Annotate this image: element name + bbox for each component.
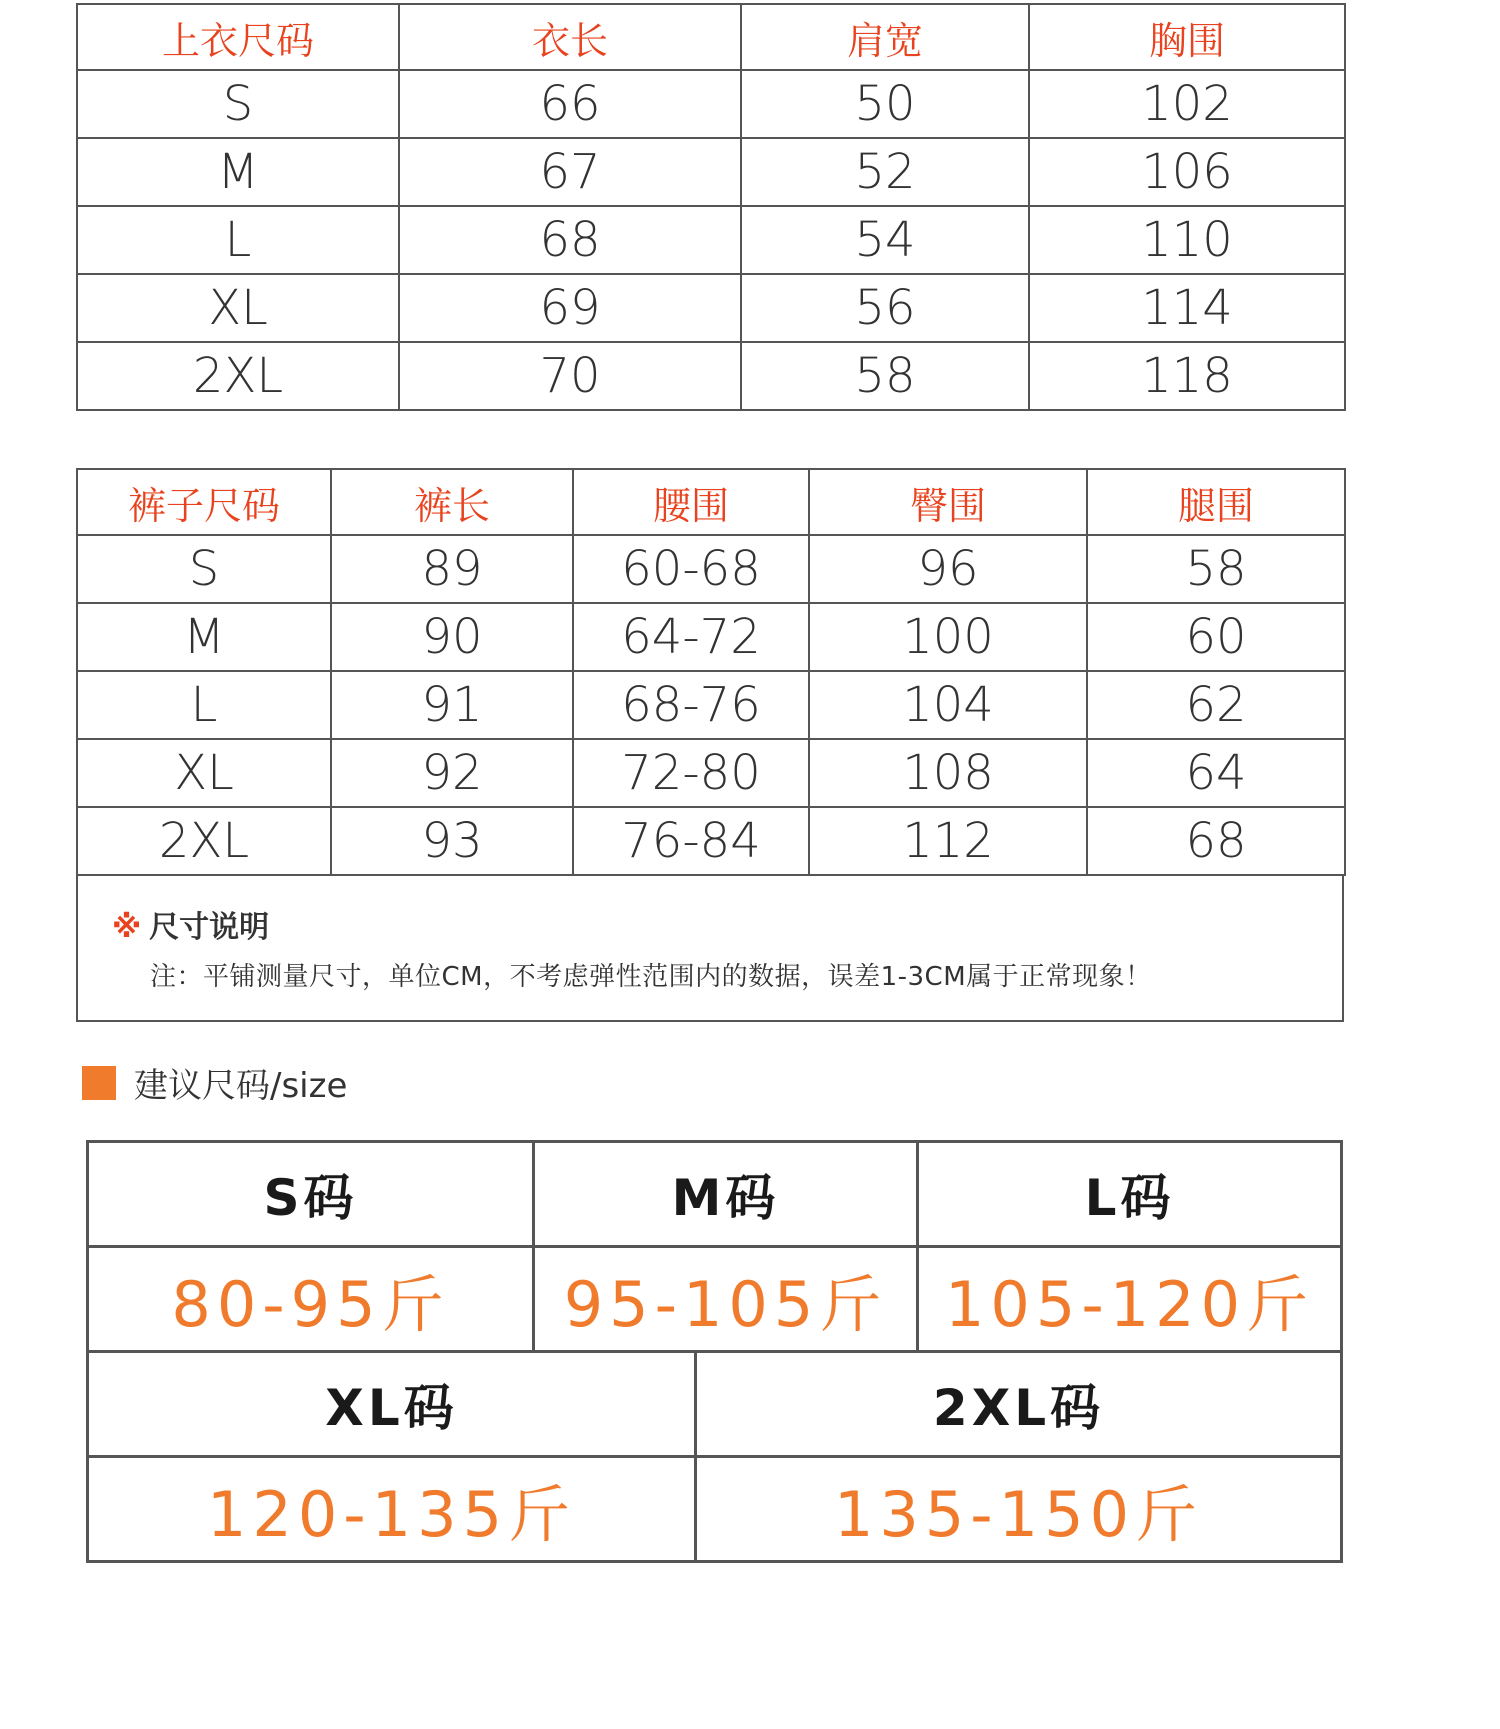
table-cell: 89 bbox=[331, 535, 573, 603]
table-cell: S bbox=[77, 70, 399, 138]
pants-size-table bbox=[76, 468, 1346, 876]
top-size-table bbox=[76, 3, 1346, 411]
table-cell: S bbox=[77, 535, 331, 603]
header-cell: 裤子尺码 bbox=[77, 469, 331, 535]
table-header-row bbox=[77, 4, 1345, 70]
table-cell: 68 bbox=[399, 206, 741, 274]
table-row bbox=[77, 138, 1345, 206]
table-row bbox=[77, 342, 1345, 410]
weight-cell: 105-120斤 bbox=[918, 1247, 1342, 1352]
table-row bbox=[77, 603, 1345, 671]
table-cell: 100 bbox=[809, 603, 1087, 671]
table-cell: 60-68 bbox=[573, 535, 809, 603]
weight-cell: 80-95斤 bbox=[88, 1247, 534, 1352]
table-cell: 64 bbox=[1087, 739, 1345, 807]
table-cell: 104 bbox=[809, 671, 1087, 739]
table-cell: 68-76 bbox=[573, 671, 809, 739]
note-title bbox=[112, 902, 269, 946]
size-label-cell: S码 bbox=[88, 1142, 534, 1247]
weight-row bbox=[88, 1247, 1342, 1352]
table-cell: 96 bbox=[809, 535, 1087, 603]
header-cell: 衣长 bbox=[399, 4, 741, 70]
table-cell: 56 bbox=[741, 274, 1029, 342]
note-title-text: 尺寸说明 bbox=[149, 910, 270, 945]
weight-row bbox=[88, 1457, 1342, 1562]
table-row bbox=[77, 739, 1345, 807]
table-cell: L bbox=[77, 671, 331, 739]
suggest-size-table bbox=[86, 1140, 1343, 1563]
size-label-row bbox=[88, 1142, 1342, 1247]
table-cell: 91 bbox=[331, 671, 573, 739]
header-cell: 腿围 bbox=[1087, 469, 1345, 535]
table-cell: 92 bbox=[331, 739, 573, 807]
size-label-cell: L码 bbox=[918, 1142, 1342, 1247]
table-row bbox=[77, 274, 1345, 342]
table-cell: 62 bbox=[1087, 671, 1345, 739]
weight-cell: 135-150斤 bbox=[696, 1457, 1342, 1562]
table-cell: 90 bbox=[331, 603, 573, 671]
table-cell: XL bbox=[77, 274, 399, 342]
size-label-cell: M码 bbox=[534, 1142, 918, 1247]
table-header-row bbox=[77, 469, 1345, 535]
table-cell: 102 bbox=[1029, 70, 1345, 138]
table-cell: 69 bbox=[399, 274, 741, 342]
suggest-section-header bbox=[82, 1058, 347, 1107]
table-cell: 2XL bbox=[77, 807, 331, 875]
weight-cell: 120-135斤 bbox=[88, 1457, 696, 1562]
table-cell: L bbox=[77, 206, 399, 274]
weight-cell: 95-105斤 bbox=[534, 1247, 918, 1352]
table-cell: 118 bbox=[1029, 342, 1345, 410]
table-cell: 108 bbox=[809, 739, 1087, 807]
table-cell: 93 bbox=[331, 807, 573, 875]
size-label-row bbox=[88, 1352, 1342, 1457]
header-cell: 胸围 bbox=[1029, 4, 1345, 70]
reference-mark-icon: ※ bbox=[112, 910, 142, 945]
table-cell: XL bbox=[77, 739, 331, 807]
table-row bbox=[77, 206, 1345, 274]
table-cell: 2XL bbox=[77, 342, 399, 410]
table-row bbox=[77, 671, 1345, 739]
table-cell: 60 bbox=[1087, 603, 1345, 671]
table-cell: 67 bbox=[399, 138, 741, 206]
header-cell: 肩宽 bbox=[741, 4, 1029, 70]
table-row bbox=[77, 535, 1345, 603]
table-cell: 58 bbox=[1087, 535, 1345, 603]
table-cell: 72-80 bbox=[573, 739, 809, 807]
header-cell: 裤长 bbox=[331, 469, 573, 535]
orange-square-icon bbox=[82, 1066, 116, 1100]
table-cell: M bbox=[77, 138, 399, 206]
suggest-section-title: 建议尺码/size bbox=[134, 1066, 348, 1106]
table-cell: 106 bbox=[1029, 138, 1345, 206]
table-cell: 66 bbox=[399, 70, 741, 138]
table-cell: 52 bbox=[741, 138, 1029, 206]
table-cell: 112 bbox=[809, 807, 1087, 875]
table-cell: 68 bbox=[1087, 807, 1345, 875]
table-row bbox=[77, 807, 1345, 875]
table-cell: 70 bbox=[399, 342, 741, 410]
size-label-cell: XL码 bbox=[88, 1352, 696, 1457]
size-label-cell: 2XL码 bbox=[696, 1352, 1342, 1457]
table-cell: 50 bbox=[741, 70, 1029, 138]
header-cell: 上衣尺码 bbox=[77, 4, 399, 70]
table-cell: 64-72 bbox=[573, 603, 809, 671]
note-body: 注：平铺测量尺寸，单位CM，不考虑弹性范围内的数据，误差1-3CM属于正常现象！ bbox=[150, 962, 1152, 992]
table-cell: 110 bbox=[1029, 206, 1345, 274]
size-note-box bbox=[76, 876, 1344, 1022]
table-cell: 58 bbox=[741, 342, 1029, 410]
header-cell: 腰围 bbox=[573, 469, 809, 535]
table-cell: M bbox=[77, 603, 331, 671]
table-row bbox=[77, 70, 1345, 138]
table-cell: 76-84 bbox=[573, 807, 809, 875]
table-cell: 54 bbox=[741, 206, 1029, 274]
header-cell: 臀围 bbox=[809, 469, 1087, 535]
table-cell: 114 bbox=[1029, 274, 1345, 342]
